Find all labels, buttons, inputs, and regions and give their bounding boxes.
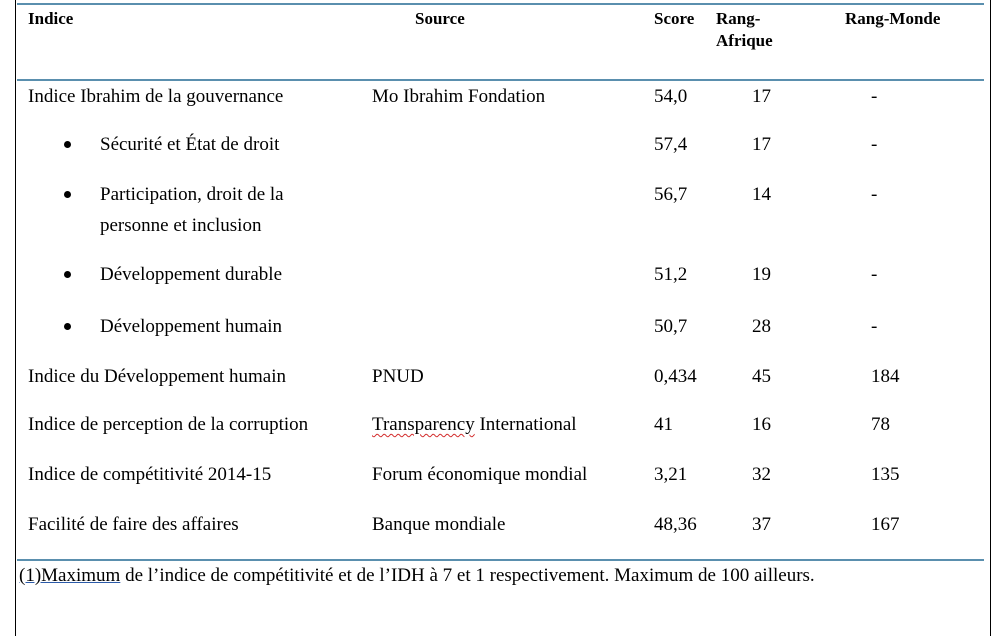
table-row-rang-afrique: 45 [752,366,771,387]
table-row-rang-monde: - [871,134,878,155]
table-row-rang-monde: - [871,86,878,107]
bullet-icon [64,141,71,148]
table-row-score: 57,4 [654,134,688,155]
table-row-indice: Indice de perception de la corruption [28,414,309,435]
table-row-rang-monde: 78 [871,414,890,435]
table-row-source [372,409,577,440]
header-indice: Indice [28,9,74,28]
table-top-rule [17,3,984,5]
header-score: Score [654,9,695,28]
table-row-rang-afrique: 28 [752,316,771,337]
table-row-rang-monde: - [871,184,878,205]
table-row-source: Banque mondiale [372,514,506,535]
table-row-score: 0,434 [654,366,697,387]
table-row-score: 48,36 [654,514,697,535]
table-row-rang-monde: - [871,264,878,285]
footnote-reference-link[interactable]: (1)Maximum [19,565,121,586]
table-row-source: PNUD [372,366,424,387]
table-row-rang-monde: 167 [871,514,900,535]
table-row-indice: Sécurité et État de droit [100,134,280,155]
header-rang-afrique: Rang- Afrique [716,9,773,50]
table-row-score: 56,7 [654,184,688,205]
table-row-rang-afrique: 37 [752,514,771,535]
table-bottom-rule [17,559,984,561]
table-row-rang-afrique: 17 [752,86,771,107]
source-remainder: International [474,414,577,435]
table-row-score: 54,0 [654,86,688,107]
table-row-indice: Indice Ibrahim de la gouvernance [28,86,284,107]
table-row-score: 3,21 [654,464,688,485]
table-row-source: Forum économique mondial [372,464,588,485]
frame-left-border [15,0,16,636]
table-row-indice: Indice de compétitivité 2014-15 [28,464,272,485]
table-row-rang-afrique: 19 [752,264,771,285]
table-row-score: 50,7 [654,316,688,337]
table-footnote [19,563,815,589]
bullet-icon [64,323,71,330]
table-row-indice: Développement humain [100,316,283,337]
table-row-score: 51,2 [654,264,688,285]
table-row-score: 41 [654,414,673,435]
bullet-icon [64,191,71,198]
table-row-rang-monde: 135 [871,464,900,485]
bullet-icon [64,271,71,278]
table-row-indice: Facilité de faire des affaires [28,514,239,535]
table-row-rang-monde: 184 [871,366,900,387]
table-row-rang-afrique: 17 [752,134,771,155]
table-row-rang-afrique: 32 [752,464,771,485]
header-rang-monde: Rang-Monde [845,9,941,28]
table-row-indice: Participation, droit de la personne et inclusion [100,184,284,236]
table-row-indice: Indice du Développement humain [28,366,287,387]
table-row-rang-afrique: 16 [752,414,771,435]
header-source: Source [415,9,465,28]
table-row-rang-afrique: 14 [752,184,771,205]
frame-right-border [990,0,991,636]
spellcheck-word[interactable]: Transparency [372,414,475,435]
table-row-source: Mo Ibrahim Fondation [372,86,546,107]
table-row-indice: Développement durable [100,264,283,285]
table-row-rang-monde: - [871,316,878,337]
footnote-text: de l’indice de compétitivité et de l’IDH à 7 et 1 respectivement. Maximum de 100 ailleurs. [120,565,815,586]
